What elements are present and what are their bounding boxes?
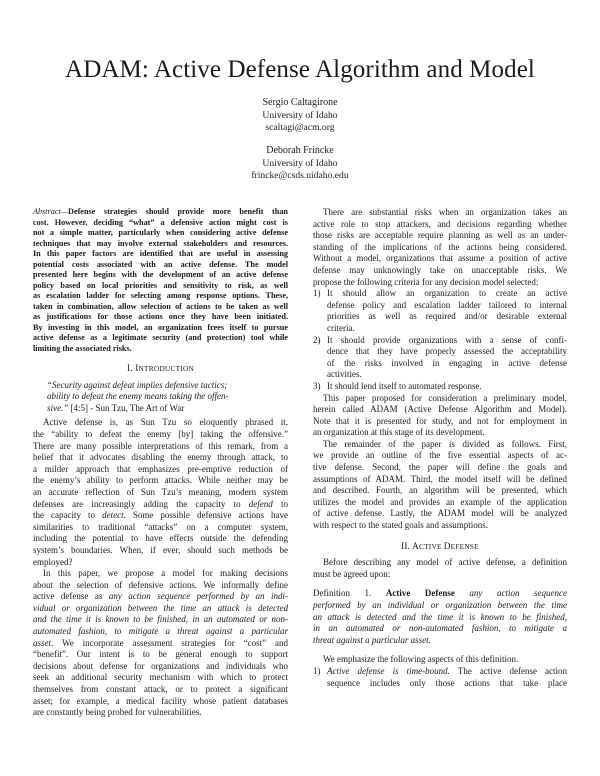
abstract: [33, 207, 288, 354]
section-heading-active-defense: II. ACTIVE DEFENSE: [401, 540, 479, 551]
abstract-line: as escalation ladder for selecting among response options. These,: [33, 291, 288, 300]
left-column: [33, 207, 288, 719]
paper-title: ADAM: Active Defense Algorithm and Model: [65, 56, 535, 83]
paragraph: Before describing any model of active defense, a definition must be agreed upon:: [313, 557, 567, 579]
author-name: Sergio Caltagirone: [262, 97, 338, 108]
abstract-line: limiting the associated risks.: [33, 343, 132, 353]
abstract-line: presented here begins with the development of an active defense: [33, 270, 288, 279]
paragraph: In this paper, we propose a model for making decisions about the selection of defensive actions. We informally define active defense as any action sequence performed by an indi- vidual or organization between the time an attack is detected and the time it is known to be finished, in an automated or non- automated fashion, to mitigate a threat against a particular asset. We incorporate assessment strategies for “cost” and “benefit”. Our intent is to be general enough to support decisions about defense for organizations and individuals who seek an additional security mechanism with which to protect themselves from constant attack, or to protect a significant asset; for example, a medical facility whose patient databases are constantly being probed for vulnerabilities.: [33, 568, 288, 718]
abstract-line: policy based on local priorities and sensitivity to risk, as well: [33, 280, 288, 290]
list-item: 3) It should lend itself to automated response.: [313, 380, 482, 391]
author-email: scaltagi@acm.org: [265, 122, 335, 133]
paragraph: Active defense is, as Sun Tzu so eloquently phrased it, the “ability to defeat the enemy [by] taking the offensive.” There are many possible interpretations of this remark, from a belief that it advocates disabling the enemy through attack, to a milder approach that emphasizes pre-emptive reduction of the enemy’s ability to perform attacks. While neither may be an accurate reflection of Sun Tzu’s meaning, modern system defenses are increasingly adding the capacity to defend to the capacity to detect. Some possible defensive actions have similarities to traditional “attacks” on a computer system, including the potential to have effects outside the defending system’s boundaries. When, if ever, should such methods be employed?: [33, 417, 288, 567]
author-email: frincke@csds.uidaho.edu: [251, 170, 349, 181]
section-heading-introduction: I. INTRODUCTION: [126, 363, 195, 373]
definition-block: Definition 1. Active Defense any action sequence performed by an individual or organization between the time an attack is detected and the time it is known to be finished, in an automated or non-automated fashion, to mitigate a threat against a particular asset.: [313, 588, 567, 645]
abstract-line: as justifications for those actions once they have been initiated.: [33, 312, 288, 321]
abstract-line: active defense as a legitimate security (and protection) tool while: [33, 333, 288, 342]
author-name: Deborah Frincke: [266, 145, 334, 156]
abstract-line: cost. However, deciding “what” a defensive action might cost is: [33, 217, 288, 227]
abstract-line: potential costs associated with an active defense. The model: [33, 259, 288, 269]
abstract-line: not a simple matter, particularly when considering active defense: [33, 228, 288, 237]
author-affiliation: University of Idaho: [262, 157, 338, 169]
paragraph: The remainder of the paper is divided as follows. First, we provide an outline of the five essential aspects of ac- tive defense. Second, the paper will define the goals and assumptions of ADAM. Third, the model itself will be defined and described. Fourth, an algorithm will be presented, which utilizes the model and provides an example of the application of active defense. Lastly, the ADAM model will be analyzed with respect to the stated goals and assumptions.: [313, 438, 567, 531]
criteria-list: [313, 288, 567, 392]
abstract-line: taken in combination, allow selection of actions to be taken as well: [33, 301, 288, 311]
list-item: 1) It should allow an organization to create an active defense policy and escalation ladder tailored to internal priorities as well as required and/or desirable external criteria.: [313, 288, 567, 333]
author-affiliation: University of Idaho: [262, 109, 338, 121]
abstract-line: In this paper factors are identified that are useful in assessing: [33, 249, 288, 258]
paragraph: This paper proposed for consideration a preliminary model, herein called ADAM (Active Defense Algorithm and Model). Note that it is presented for study, and not for employment in an organization at this stage of its development.: [313, 392, 567, 438]
epigraph-quote: “Security against defeat implies defensive tactics; ability to defeat the enemy means taking the offen- sive.” [4:5] - Sun Tzu, The Art of War: [47, 379, 229, 413]
abstract-line: Abstract—Defense strategies should provide more benefit than: [33, 207, 288, 216]
paragraph: There are substantial risks when an organization takes an active role to stop attackers, and decisions regarding whether those risks are acceptable require planning as well as an under- standing of the implications of the actions being considered. Without a model, organizations that assume a position of active defense may unknowingly take on unacceptable risks. We propose the following criteria for any decision model selected:: [313, 207, 567, 287]
right-column: [313, 207, 567, 689]
list-item: 2) It should provide organizations with a sense of confi- dence that they have properly assessed the acceptability of the risks involved in engaging in active defense activities.: [313, 334, 567, 380]
author-block-1: [0, 97, 600, 135]
paragraph: We emphasize the following aspects of this definition.: [323, 654, 519, 665]
author-block-2: [0, 145, 600, 183]
abstract-line: techniques that may involve external stakeholders and resources.: [33, 238, 288, 248]
abstract-line: By investing in this model, an organization frees itself to pursue: [33, 322, 288, 332]
list-item: 1) Active defense is time-bound. The active defense action sequence includes only those actions that take place: [313, 665, 568, 688]
